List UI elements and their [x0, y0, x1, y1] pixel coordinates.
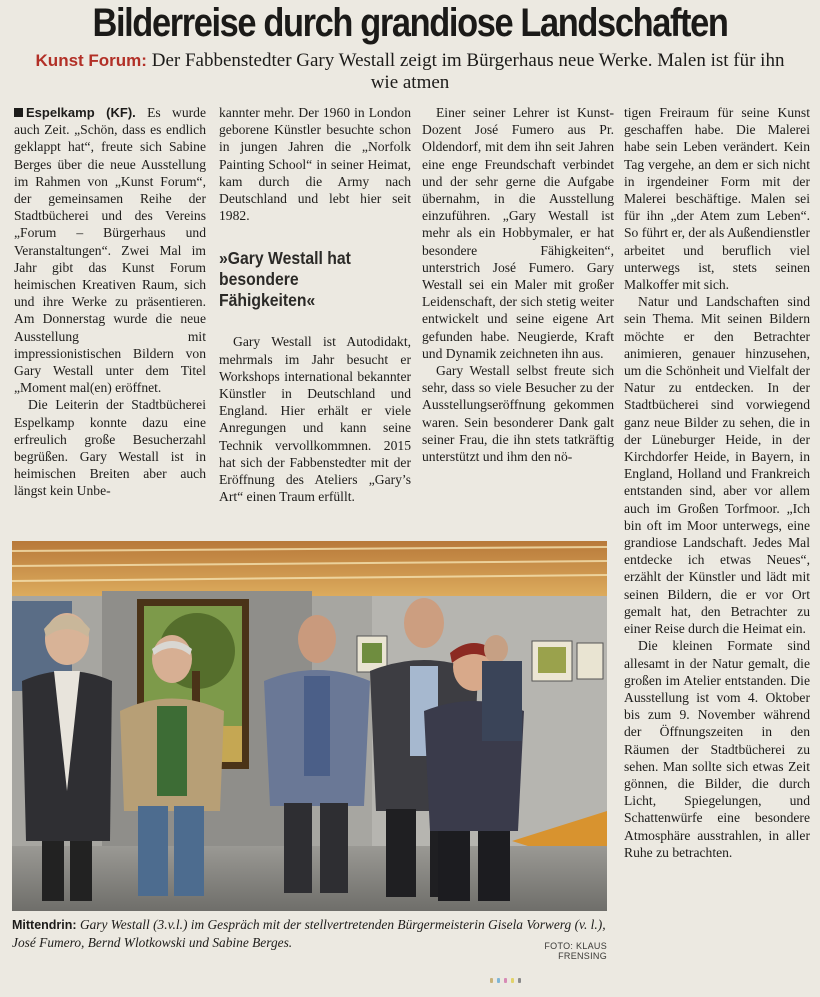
print-color-marks	[490, 970, 530, 980]
subheadline	[20, 50, 800, 94]
color-mark	[518, 978, 521, 983]
article-column-3	[422, 104, 614, 465]
dateline: Espelkamp (KF).	[26, 105, 136, 120]
paragraph: Die Leiterin der Stadtbücherei Espelkamp konnte dazu eine erfreulich große Besucherzahl begrüßen. Gary Westall ist in heimischen Breiten aber auch längst kein Unbe-	[14, 397, 206, 499]
article-photo	[12, 541, 607, 911]
kicker: Kunst Forum:	[35, 51, 147, 70]
color-mark	[504, 978, 507, 983]
photo-illustration	[12, 541, 607, 911]
color-mark	[497, 978, 500, 983]
color-mark	[490, 978, 493, 983]
paragraph: Natur und Landschaften sind sein Thema. Mit seinen Bildern möchte er den Betrachter animieren, genauer hinzusehen, um die Schönheit und Vielfalt der Natur zu entdecken. In der Stadtbücherei sind vorwiegend ganz neue Bilder zu sehen, die in der Lüneburger Heide, in der Kirchdorfer Heide, in Bayern, in England, Holland und Frankreich entstanden sind, aber vor allem auch im Großen Torfmoor. „Ich bin oft im Moor unterwegs, eine grandiose Landschaft. Jedes Mal entdecke ich etwas Neues“, erzählt der Künstler und lädt mit seinen Bildern, die er vor Ort gemalt hat, den Betrachter zu einer Reise durch die Heimat ein.	[624, 294, 810, 637]
pull-quote: »Gary Westall hat besondere Fähigkeiten«	[219, 248, 351, 311]
photo-credit: FOTO: KLAUS FRENSING	[544, 941, 607, 961]
paragraph: tigen Freiraum für seine Kunst geschaffen habe. Die Malerei habe sein Leben verändert. Kein Tag vergehe, an dem er sich nicht in irgendeiner Form mit der Malerei beschäftige. Malen sei für ihn „der Atem zum Leben“. So führt er, der als Außendienstler arbeitet und beruflich viel unterwegs ist, stets seinen Malkoffer mit sich.	[624, 105, 810, 293]
caption-label: Mittendrin:	[12, 918, 77, 932]
caption-text: Gary Westall (3.v.l.) im Gespräch mit der stellvertretenden Bürgermeisterin Gisela Vorwerg (v. l.), José Fumero, Bernd Wlotkowski und Sabine Berges.	[12, 917, 606, 950]
article-column-4	[624, 104, 810, 861]
paragraph: kannter mehr. Der 1960 in London geborene Künstler besuchte schon in jungen Jahren die „Norfolk Painting School“ in seiner Heimat, kam durch die Army nach Deutschland und lebt hier seit 1982.	[219, 105, 411, 224]
paragraph-text: Es wurde auch Zeit. „Schön, dass es endlich geklappt hat“, freute sich Sabine Berges über die neue Ausstellung im Rahmen von „Kunst Forum“, der gemeinsamen Reihe der Stadtbücherei und des Vereins „Forum – Bürgerhaus und Veranstaltungen“. Zwei Mal im Jahr gibt das Kunst Forum heimischen Kreativen Raum, sich und ihre Werke zu präsentieren. Am Donnerstag wurde die neue Ausstellung mit impressionistischen Bildern von Gary Westall unter dem Titel „Moment mal(en) eröffnet.	[14, 105, 206, 396]
color-mark	[511, 978, 514, 983]
paragraph: Die kleinen Formate sind allesamt in der Natur gemalt, die großen im Atelier entstanden. Die Ausstellung ist vom 4. Oktober bis zum 9. November während der Öffnungszeiten in den Räumen der Stadtbücherei zu sehen. Man sollte sich etwas Zeit gönnen, die Bilder, die durch Licht, Spiegelungen, und Schattenwürfe eine besondere Atmosphäre ausstrahlen, in aller Ruhe zu betrachten.	[624, 638, 810, 860]
headline: Bilderreise durch grandiose Landschaften	[92, 1, 728, 45]
paragraph	[14, 104, 206, 396]
article-column-2	[219, 104, 411, 505]
article-column-1	[14, 104, 206, 500]
paragraph: Einer seiner Lehrer ist Kunst-Dozent José Fumero aus Pr. Oldendorf, mit dem ihn seit Jahren eine enge Freundschaft verbindet und der sehr gerne die Aufgabe übernahm, in die Ausstellung einzuführen. „Gary Westall ist mehr als ein Hobbymaler, er hat besondere Fähigkeiten“, unterstrich José Fumero. Gary Westall sei ein Maler mit großer Leidenschaft, der sich stetig weiter entwickelt und seine eigene Art gefunden habe. Neugierde, Kraft und Dynamik zeichneten ihn aus.	[422, 105, 614, 361]
dateline-square-icon	[14, 108, 23, 117]
paragraph: Gary Westall ist Autodidakt, mehrmals im Jahr besucht er Workshops international bekannter Künstler in Deutschland und England. Hier erhält er viele Anregungen und kann seine Technik vervollkommnen. 2015 hat sich der Fabbenstedter mit der Eröffnung des Ateliers „Gary’s Art“ einen Traum erfüllt.	[219, 334, 411, 505]
paragraph: Gary Westall selbst freute sich sehr, dass so viele Besucher zu der Ausstellungseröffnung gekommen waren. Sein besonderer Dank galt seiner Frau, die ihn stets tatkräftig unterstützt und ihm den nö-	[422, 363, 614, 465]
subheadline-text: Der Fabbenstedter Gary Westall zeigt im Bürgerhaus neue Werke. Malen ist für ihn wie atmen	[151, 50, 785, 93]
